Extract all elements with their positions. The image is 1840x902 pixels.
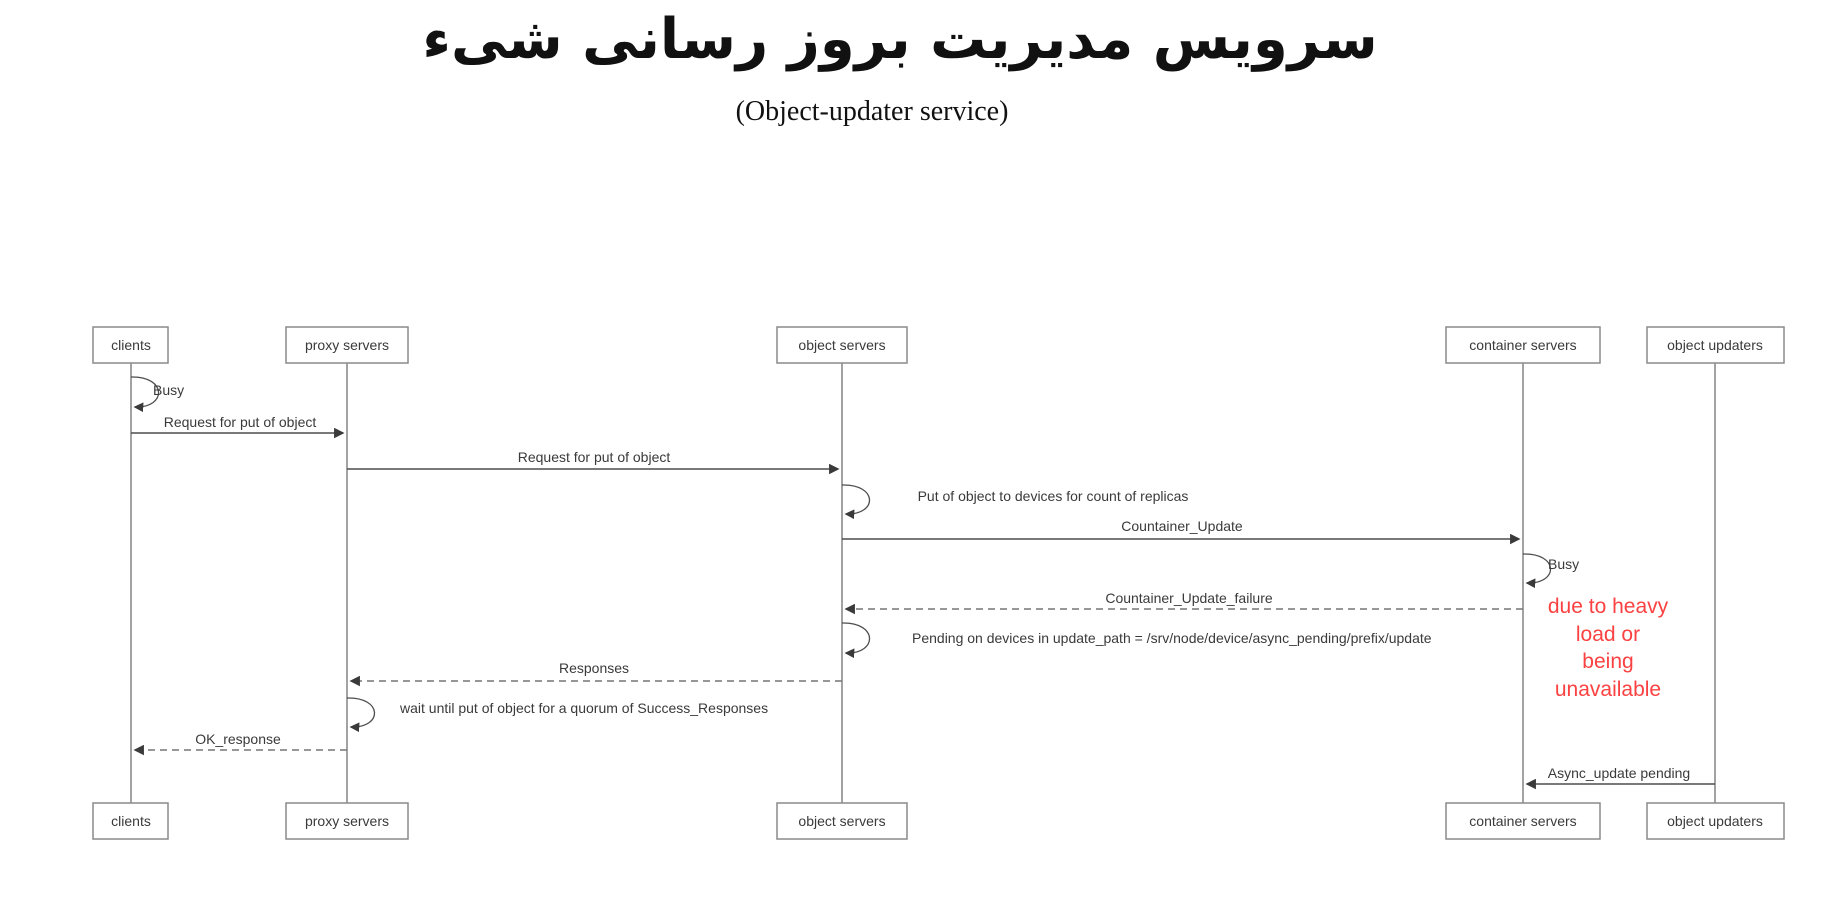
message-self-object-put-devices [842,485,870,514]
message-label-busy-container: Busy [1548,556,1580,572]
message-label-container-update-failure: Countainer_Update_failure [1105,590,1273,606]
actor-object-updaters-top [1647,327,1784,363]
actor-label: clients [111,337,151,353]
message-label-container-update: Countainer_Update [1121,518,1243,534]
message-label-request-put-1: Request for put of object [163,414,317,430]
message-label-wait-quorum: wait until put of object for a quorum of Success_Responses [400,700,769,716]
diagram-subtitle-english: (Object-updater service) [735,96,1009,127]
note-line-4: unavailable [1554,678,1662,701]
actor-label: object updaters [1667,813,1763,829]
message-label-request-put-2: Request for put of object [517,449,671,465]
message-label-responses: Responses [558,660,630,676]
actor-label: clients [111,813,151,829]
message-self-object-pending [842,623,870,653]
actor-label: container servers [1469,337,1577,353]
actor-container-servers-top [1446,327,1600,363]
actor-label: proxy servers [304,813,390,829]
diagram-title-persian: سرویس مدیریت بروز رسانی شیء [422,6,1378,72]
actor-object-servers-bottom [777,803,907,839]
actor-clients-top [93,327,168,363]
message-label-put-devices: Put of object to devices for count of replicas [917,488,1189,504]
message-self-container-busy [1523,554,1551,583]
actor-proxy-servers-bottom [286,803,408,839]
message-label-async-update-pending: Async_update pending [1547,765,1691,781]
note-due-to-heavy-load [1548,595,1669,701]
note-line-1: due to heavy [1547,595,1669,618]
actor-proxy-servers-top [286,327,408,363]
actor-object-updaters-bottom [1647,803,1784,839]
actor-container-servers-bottom [1446,803,1600,839]
message-label-busy-clients: Busy [153,382,185,398]
actor-label: object updaters [1667,337,1763,353]
note-line-2: load or [1575,623,1641,646]
actor-label: container servers [1469,813,1577,829]
actor-label: object servers [798,337,886,353]
note-line-3: being [1582,650,1634,673]
message-label-ok-response: OK_response [195,731,281,747]
message-self-proxy-wait-quorum [347,698,375,727]
actor-clients-bottom [93,803,168,839]
actor-object-servers-top [777,327,907,363]
message-label-pending-devices: Pending on devices in update_path = /srv/node/device/async_pending/prefix/update [912,630,1432,646]
actor-label: object servers [798,813,886,829]
actor-label: proxy servers [304,337,390,353]
